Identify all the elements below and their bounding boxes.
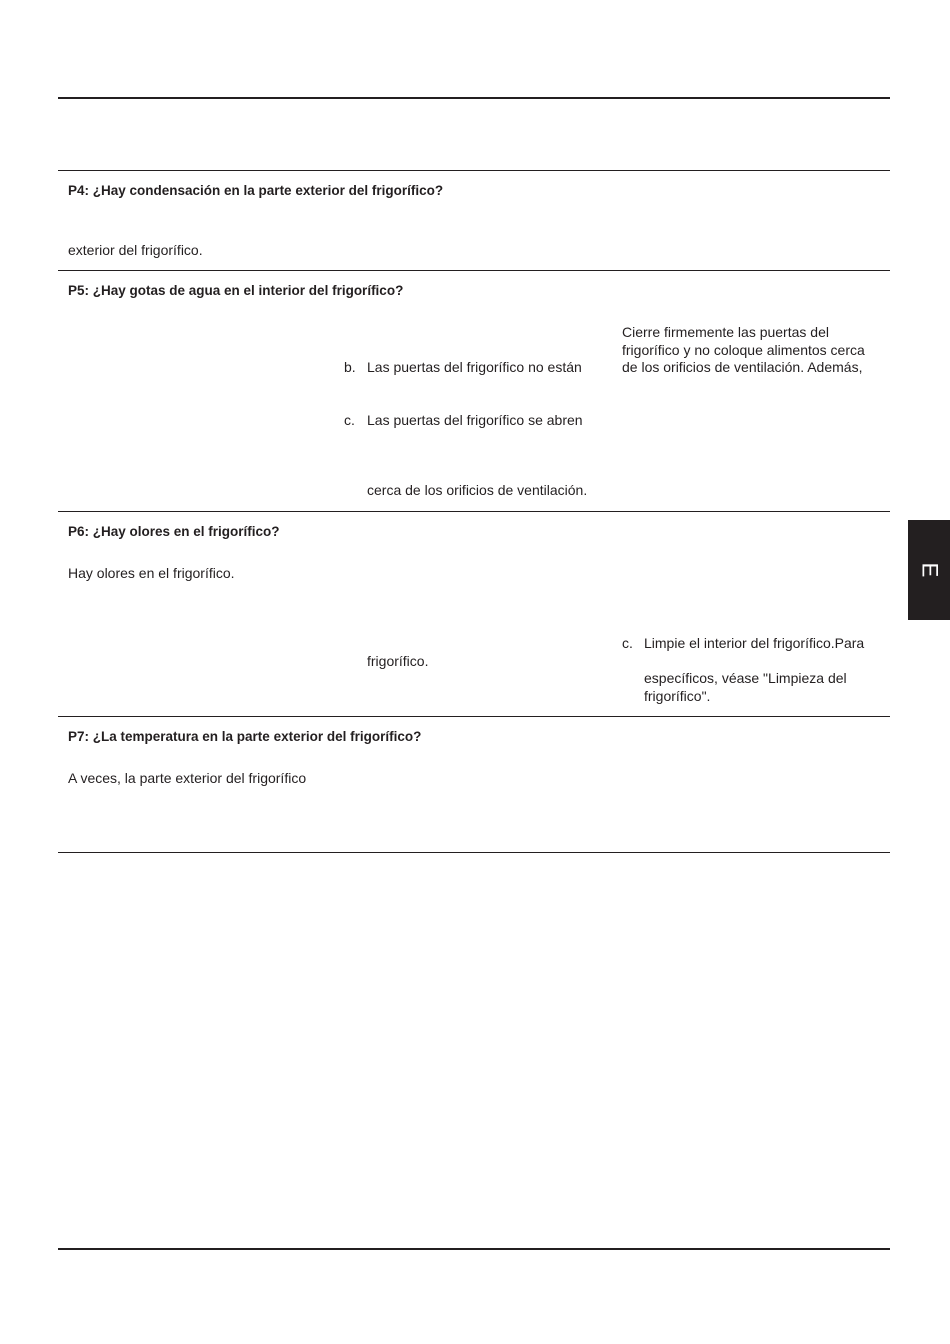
p5-solution-line-3: de los orificios de ventilación. Además, — [622, 359, 863, 375]
p6-cause-text: frigorífico. — [367, 653, 429, 669]
p5-cause-c-marker: c. — [344, 412, 355, 428]
p5-cause-c-continuation: cerca de los orificios de ventilación. — [367, 482, 588, 498]
p5-solution-line-2: frigorífico y no coloque alimentos cerca — [622, 342, 865, 358]
p6-solution-c-line-2: específicos, véase "Limpieza del — [644, 670, 847, 686]
section-divider-p6 — [58, 511, 890, 512]
question-p4-heading: P4: ¿Hay condensación en la parte exterior del frigorífico? — [68, 183, 444, 198]
language-side-tab — [908, 520, 950, 620]
section-divider-p5 — [58, 270, 890, 271]
p6-solution-c-line-1: Limpie el interior del frigorífico.Para — [644, 635, 865, 651]
section-end-rule — [58, 852, 890, 853]
p7-problem-text: A veces, la parte exterior del frigorífico — [68, 770, 307, 786]
question-p7-heading: P7: ¿La temperatura en la parte exterior del frigorífico? — [68, 729, 422, 744]
p5-cause-c-text: Las puertas del frigorífico se abren — [367, 412, 583, 428]
p6-problem-text: Hay olores en el frigorífico. — [68, 565, 235, 581]
language-side-tab-label: E — [917, 562, 942, 578]
p5-solution-line-1: Cierre firmemente las puertas del — [622, 324, 829, 340]
top-rule — [58, 97, 890, 99]
question-p6-heading: P6: ¿Hay olores en el frigorífico? — [68, 524, 280, 539]
section-divider-p7 — [58, 716, 890, 717]
section-divider-p4 — [58, 170, 890, 171]
bottom-rule — [58, 1248, 890, 1250]
p5-cause-b-marker: b. — [344, 359, 356, 375]
p4-problem-text: exterior del frigorífico. — [68, 242, 203, 258]
p6-solution-c-marker: c. — [622, 635, 633, 651]
p6-solution-c-line-3: frigorífico". — [644, 688, 711, 704]
question-p5-heading: P5: ¿Hay gotas de agua en el interior del frigorífico? — [68, 283, 404, 298]
p5-cause-b-text: Las puertas del frigorífico no están — [367, 359, 582, 375]
